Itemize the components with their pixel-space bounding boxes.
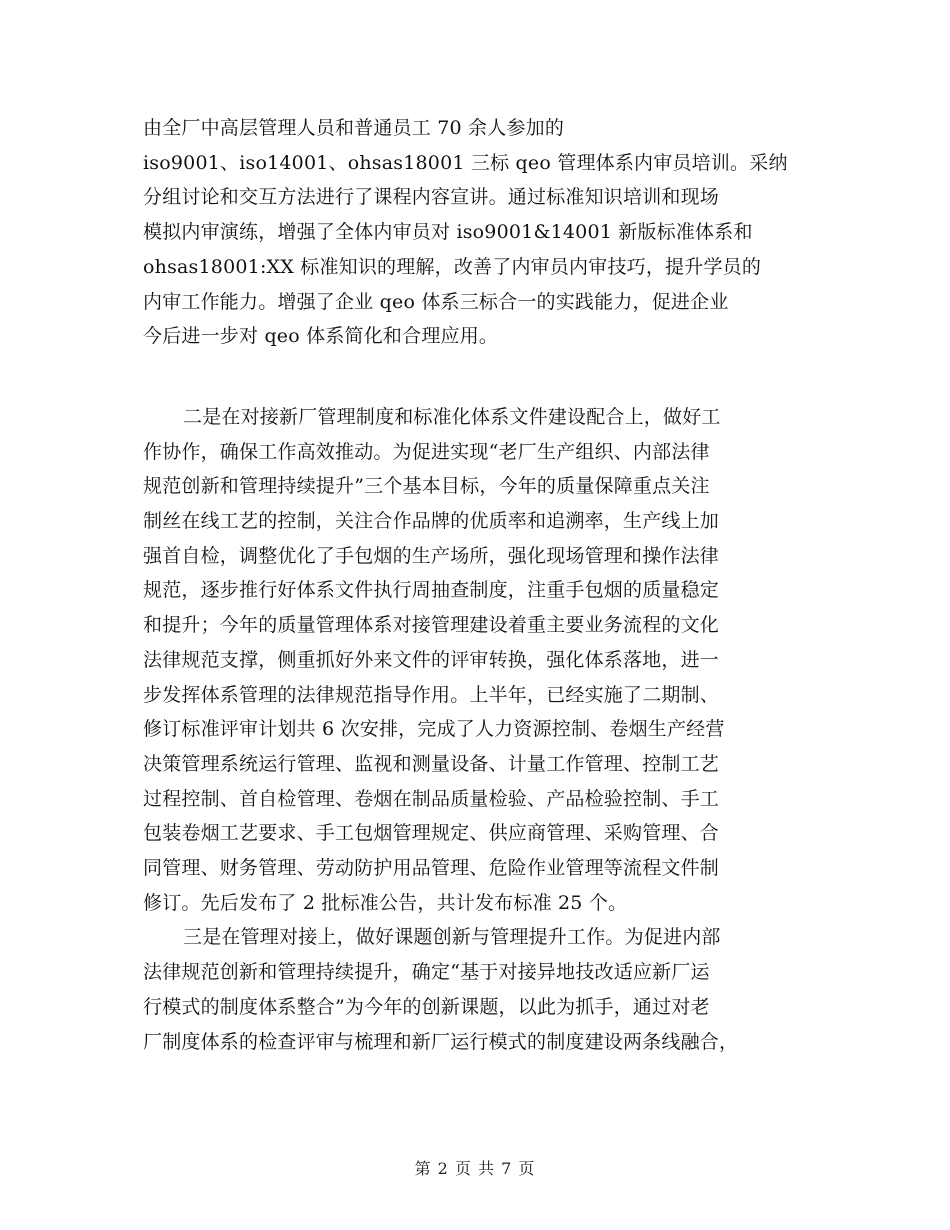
text-line: 决策管理系统运行管理、监视和测量设备、计量工作管理、控制工艺 [143, 752, 720, 775]
text-line: 法律规范支撑，侧重抓好外来文件的评审转换，强化体系落地，进一 [143, 648, 720, 671]
text-line: iso9001、iso14001、ohsas18001 三标 qeo 管理体系内审员培训。采纳 [143, 151, 788, 174]
text-line: 步发挥体系管理的法律规范指导作用。上半年，已经实施了二期制、 [143, 683, 720, 706]
page-footer [0, 1156, 950, 1179]
text-line: ohsas18001:XX 标准知识的理解，改善了内审员内审技巧，提升学员的 [143, 255, 762, 278]
text-line: 法律规范创新和管理持续提升，确定“基于对接异地技改适应新厂运 [143, 961, 710, 984]
text-line: 内审工作能力。增强了企业 qeo 体系三标合一的实践能力，促进企业 [143, 290, 729, 313]
page-number: 第 2 页 共 7 页 [414, 1159, 536, 1178]
document-body [143, 111, 823, 1059]
paragraph-system-docs [143, 400, 823, 921]
text-line: 过程控制、首自检管理、卷烟在制品质量检验、产品检验控制、手工 [143, 787, 720, 810]
text-line: 今后进一步对 qeo 体系简化和合理应用。 [143, 325, 499, 348]
paragraph-training [143, 111, 823, 354]
text-line: 修订标准评审计划共 6 次安排，完成了人力资源控制、卷烟生产经营 [143, 718, 725, 741]
text-line: 二是在对接新厂管理制度和标准化体系文件建设配合上，做好工 [183, 405, 721, 428]
text-line: 由全厂中高层管理人员和普通员工 70 余人参加的 [143, 117, 565, 139]
paragraph-innovation [143, 920, 823, 1059]
paragraph-spacer [143, 354, 823, 400]
text-line: 规范创新和管理持续提升”三个基本目标，今年的质量保障重点关注 [143, 475, 710, 498]
text-line: 模拟内审演练，增强了全体内审员对 iso9001&14001 新版标准体系和 [143, 221, 753, 244]
text-line: 修订。先后发布了 2 批标准公告，共计发布标准 25 个。 [143, 891, 628, 914]
text-line: 制丝在线工艺的控制，关注合作品牌的优质率和追溯率，生产线上加 [143, 510, 720, 533]
text-line: 三是在管理对接上，做好课题创新与管理提升工作。为促进内部 [183, 926, 721, 949]
text-line: 厂制度体系的检查评审与梳理和新厂运行模式的制度建设两条线融合， [143, 1030, 739, 1053]
text-line: 作协作，确保工作高效推动。为促进实现“老厂生产组织、内部法律 [143, 440, 710, 463]
text-line: 分组讨论和交互方法进行了课程内容宣讲。通过标准知识培训和现场 [143, 186, 720, 209]
text-line: 规范，逐步推行好体系文件执行周抽查制度，注重手包烟的质量稳定 [143, 579, 720, 602]
text-line: 和提升；今年的质量管理体系对接管理建设着重主要业务流程的文化 [143, 614, 720, 637]
text-line: 同管理、财务管理、劳动防护用品管理、危险作业管理等流程文件制 [143, 857, 720, 880]
text-line: 强首自检，调整优化了手包烟的生产场所，强化现场管理和操作法律 [143, 544, 720, 567]
text-line: 包装卷烟工艺要求、手工包烟管理规定、供应商管理、采购管理、合 [143, 822, 720, 845]
text-line: 行模式的制度体系整合”为今年的创新课题，以此为抓手，通过对老 [143, 995, 710, 1018]
